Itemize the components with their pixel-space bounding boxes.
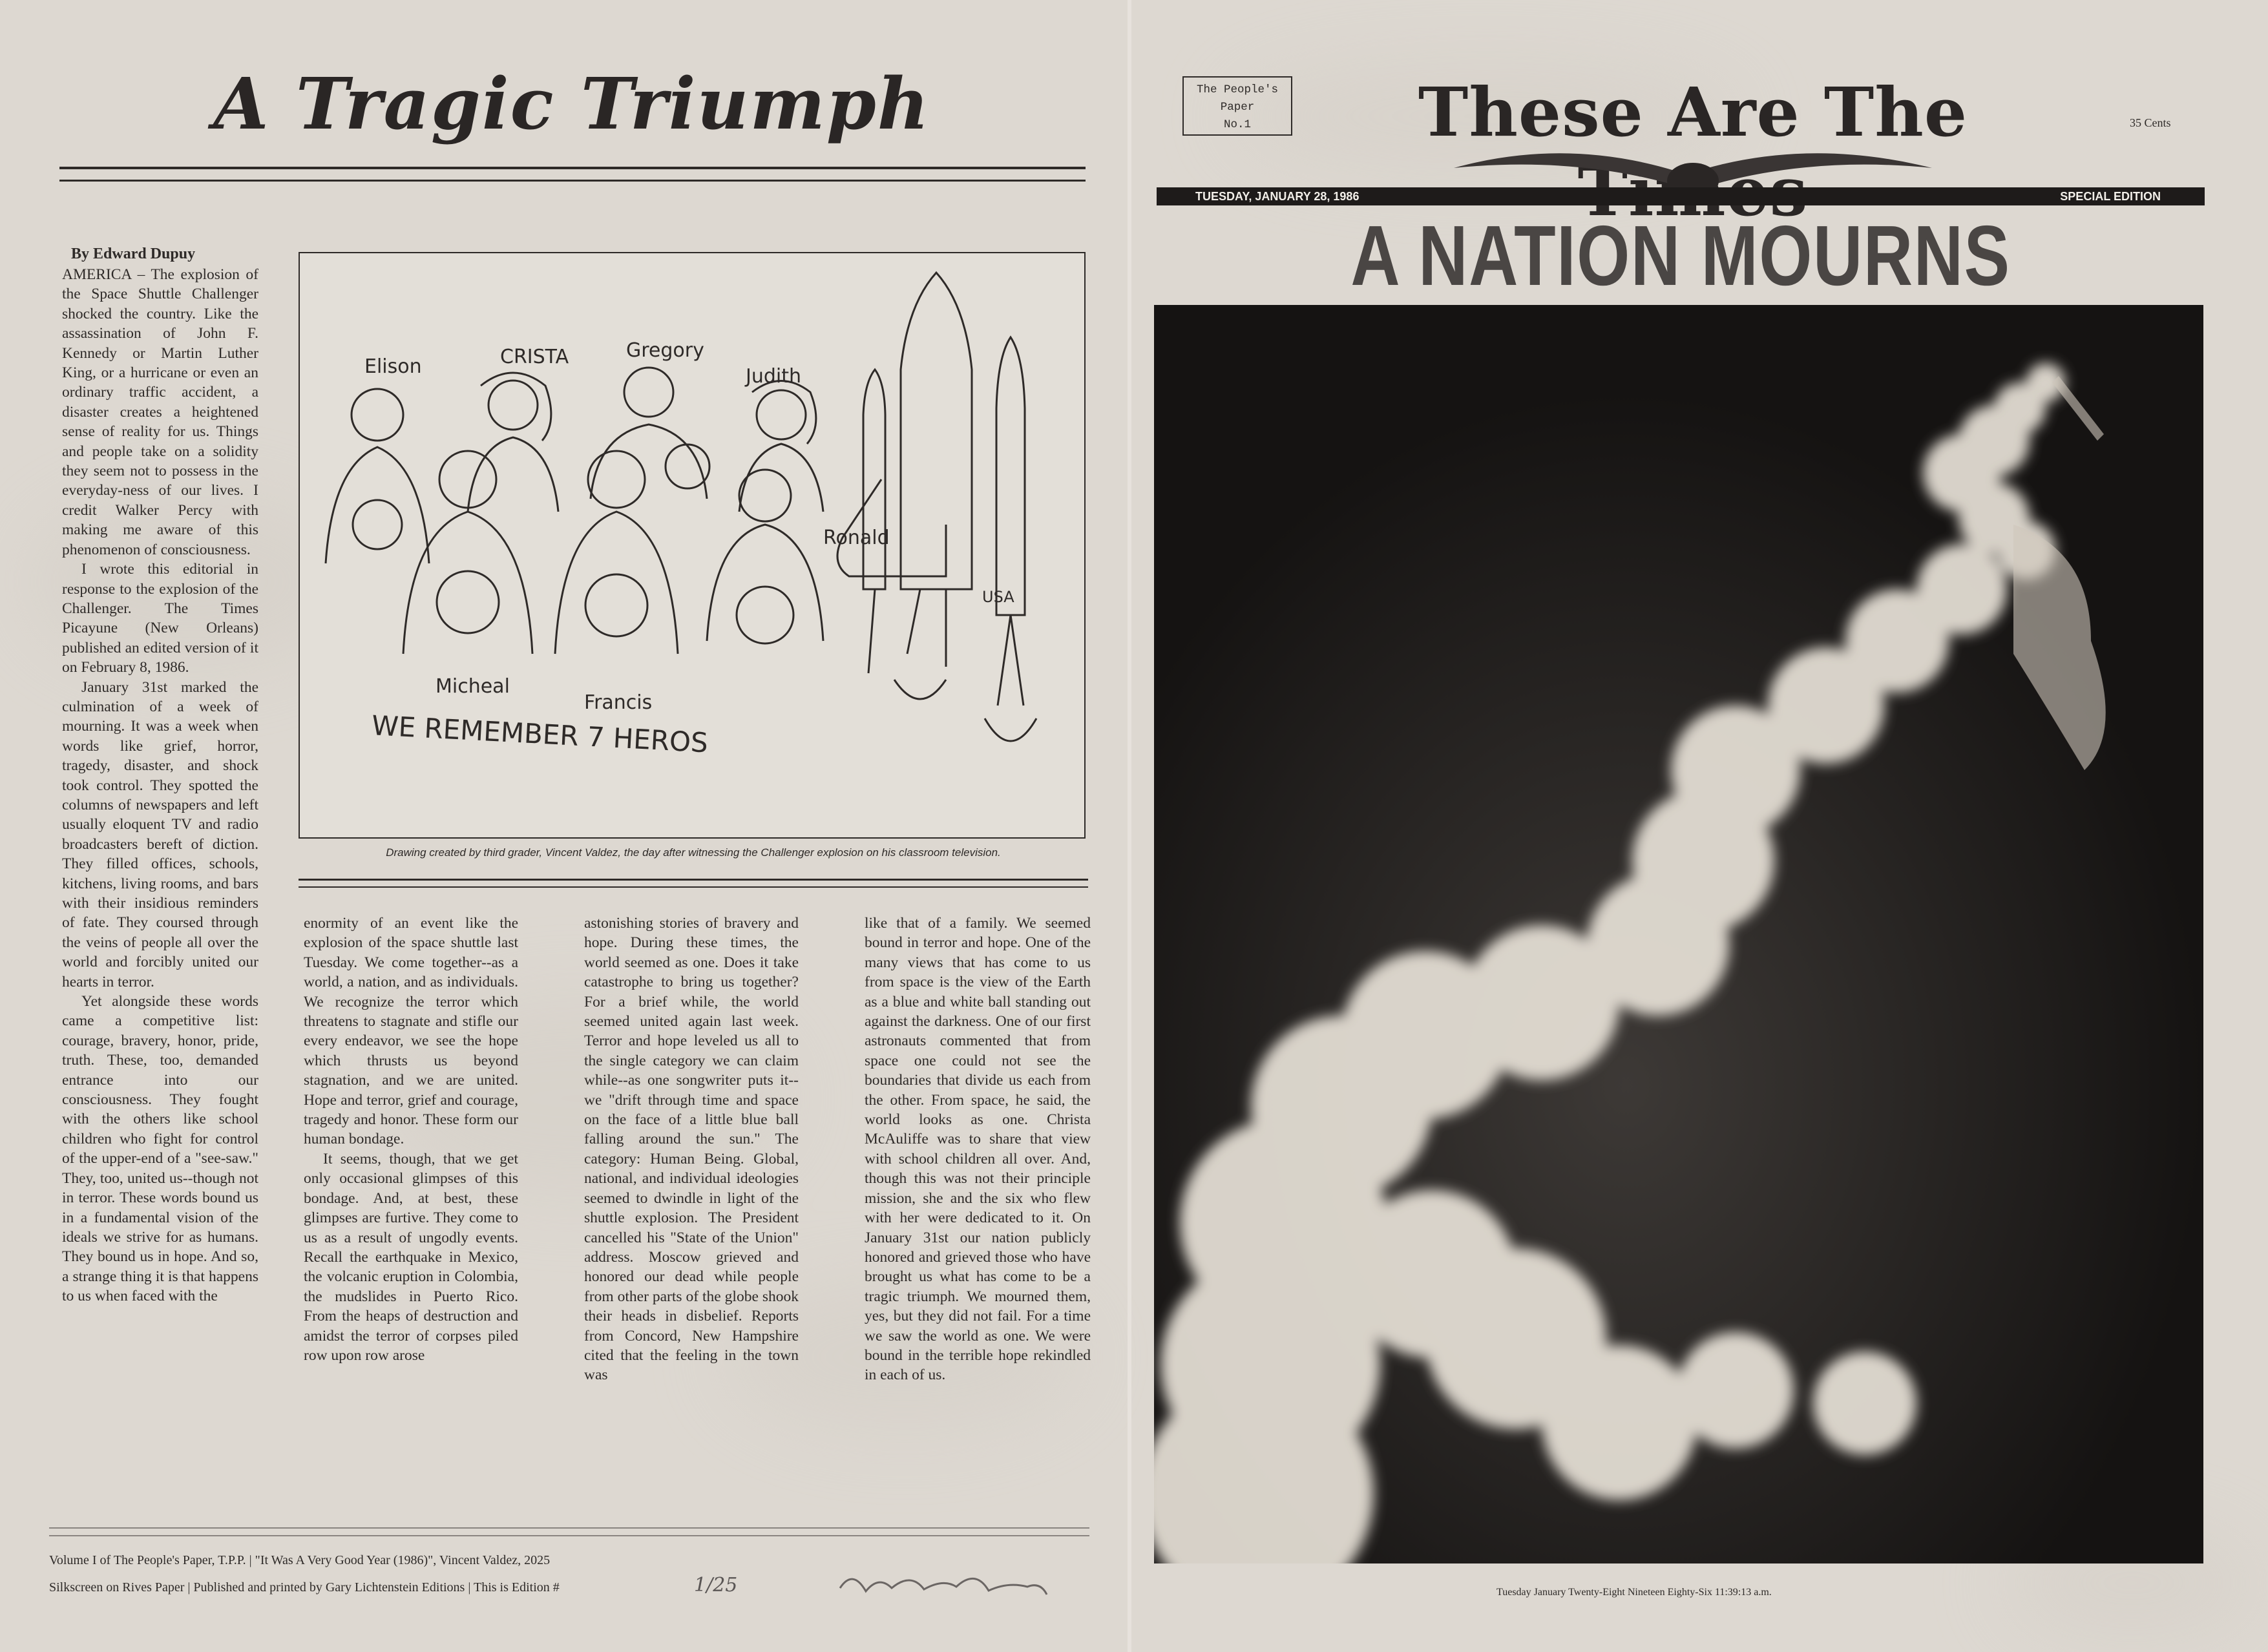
edition-number: 1/25 — [694, 1574, 738, 1596]
article-column-1 — [62, 265, 258, 1479]
drawing-caption: Drawing created by third grader, Vincent Valdez, the day after witnessing the Challenger explosion on his classroom television. — [386, 846, 1001, 859]
footer-rule-2 — [49, 1535, 1089, 1536]
astronaut-francis — [555, 451, 678, 654]
article-column-3 — [584, 914, 799, 1482]
title-rule-thick — [59, 167, 1086, 169]
date-banner — [1157, 187, 2205, 205]
left-page-title: A Tragic Triumph — [213, 62, 930, 145]
astronaut-elison — [326, 389, 429, 563]
paper-box-line: The People's — [1196, 83, 1279, 96]
paper-box-line: No.1 — [1223, 118, 1251, 131]
drawing-name-gregory: Gregory — [626, 339, 704, 362]
drawing-shuttle-label: USA — [982, 588, 1014, 606]
artist-signature — [834, 1562, 1053, 1607]
drawing-name-ronald: Ronald — [823, 527, 890, 549]
caption-rule-thick — [299, 879, 1088, 881]
column-1-paragraph: AMERICA – The explosion of the Space Shuttle Challenger shocked the country. Like the assassination of John F. Kennedy or Martin Luther King, or a hurricane or even an ordinary traffic accident, a disaster creates a heightened sense of reality for us. Things and people take on a solidity they seem not to possess in the everyday-ness of our lives. I credit Walker Percy with making me aware of this phenomenon of consciousness. — [62, 266, 258, 558]
title-rule-thin — [59, 180, 1086, 182]
banner-date: TUESDAY, JANUARY 28, 1986 — [1195, 190, 1360, 203]
column-2-paragraph: enormity of an event like the explosion of the space shuttle last Tuesday. We come together--as a world, a nation, and as individuals. We recognize the terror which threatens to stagnate and stifle our every endeavor, we see the hope which thrusts us beyond stagnation, and we are united. Hope and terror, grief and courage, tragedy and honor. These form our human bondage. — [304, 915, 518, 1148]
banner-edition: SPECIAL EDITION — [2060, 190, 2161, 203]
smoke-plume — [1154, 305, 2203, 1563]
column-1-paragraph: I wrote this editorial in response to the explosion of the Challenger. The Times Picayune (New Orleans) published an edited version of it on February 8, 1986. — [62, 561, 258, 676]
shuttle-drawing — [837, 273, 1036, 741]
caption-rule-thin — [299, 886, 1088, 888]
column-1-paragraph: Yet alongside these words came a competitive list: courage, bravery, honor, pride, truth. These, too, demanded entrance into our consciousness. They fought with the others like school children who fight for control of the upper-end of a "see-saw." They, too, united us--though not in terror. These words bound us in a fundamental vision of the ideals we strive for as humans. They bound us in hope. And so, a strange thing it is that happens to us when faced with the — [62, 993, 258, 1305]
column-2-paragraph: It seems, though, that we get only occasional glimpses of this bondage. And, at best, these glimpses are furtive. They come to us as a result of ungodly events. Recall the earthquake in Mexico, the volcanic eruption in Colombia, the mudslides in Puerto Rico. From the heaps of destruction and amidst the terror of corpses piled row upon row arose — [304, 1150, 518, 1364]
drawing-name-elison: Elison — [364, 355, 422, 378]
drawing-name-judith: Judith — [746, 365, 802, 388]
child-drawing — [300, 253, 1084, 837]
headline: A NATION MOURNS — [1350, 208, 2011, 303]
drawing-name-francis: Francis — [584, 691, 653, 714]
drawing-banner-text: WE REMEMBER 7 HEROS — [370, 709, 709, 759]
drawing-name-micheal: Micheal — [436, 675, 510, 698]
article-column-2 — [304, 914, 518, 1482]
masthead: These Are The — [1418, 72, 1968, 152]
footer-line-2: Silkscreen on Rives Paper | Published and printed by Gary Lichtenstein Editions | This is Edition # — [49, 1580, 560, 1594]
column-4-paragraph: like that of a family. We seemed bound in terror and hope. One of the many views that has come to us from space is the view of the Earth as a blue and white ball standing out against the darkness. One of our first astronauts commented that from space one could not see the boundaries that divide us each from the other. From space, he said, the world looks as one. Christa McAuliffe was to share that view with school children all over. And, though this was not their principle mission, she and the six who flew with her were dedicated to it. On January 31st our nation publicly honored and grieved those who have brought us what has come to be a tragic triumph. We mourned them, yes, but they did not fail. For a time we saw the world as one. We were bound in the terrible hope rekindled in each of us. — [865, 915, 1091, 1384]
astronaut-gregory — [591, 368, 709, 499]
article-column-4 — [865, 914, 1091, 1482]
astronaut-crista — [468, 373, 558, 512]
peoples-paper-box — [1182, 76, 1292, 136]
photo-caption: Tuesday January Twenty-Eight Nineteen Eighty-Six 11:39:13 a.m. — [1496, 1587, 1772, 1598]
child-drawing-frame — [299, 252, 1086, 839]
astronaut-judith — [739, 381, 823, 512]
footer-rule-1 — [49, 1527, 1089, 1529]
price: 35 Cents — [2130, 116, 2171, 129]
column-1-paragraph: January 31st marked the culmination of a week of mourning. It was a week when words like grief, horror, tragedy, disaster, and shock took control. They spotted the columns of newspapers and left usually eloquent TV and radio broadcasters bereft of diction. They filled offices, schools, kitchens, living rooms, and bars with their insidious reminders of fate. They coursed through the veins of people all over the world and forcibly united our hearts in terror. — [62, 678, 258, 990]
byline: By Edward Dupuy — [71, 246, 196, 262]
astronaut-micheal — [403, 451, 532, 654]
astronaut-ronald — [707, 470, 823, 643]
paper-box-line: Paper — [1220, 101, 1255, 114]
footer-line-1: Volume I of The People's Paper, T.P.P. | "It Was A Very Good Year (1986)", Vincent Valdez, 2025 — [49, 1553, 551, 1567]
explosion-photo — [1154, 305, 2203, 1563]
drawing-name-crista: CRISTA — [500, 346, 569, 368]
column-3-paragraph: astonishing stories of bravery and hope. During these times, the world seemed as one. Does it take catastrophe to bring us together? For a brief while, the world seemed united again last week. Terror and hope leveled us all to the single category we can claim while--as one songwriter puts it--we "drift through time and space on the face of a little blue ball falling around the sun." The category: Human Being. Global, national, and individual ideologies seemed to dwindle in light of the shuttle explosion. The President cancelled his "State of the Union" address. Moscow grieved and honored our dead while people from other parts of the globe shook their heads in disbelief. Reports from Concord, New Hampshire cited that the feeling in the town was — [584, 915, 799, 1384]
